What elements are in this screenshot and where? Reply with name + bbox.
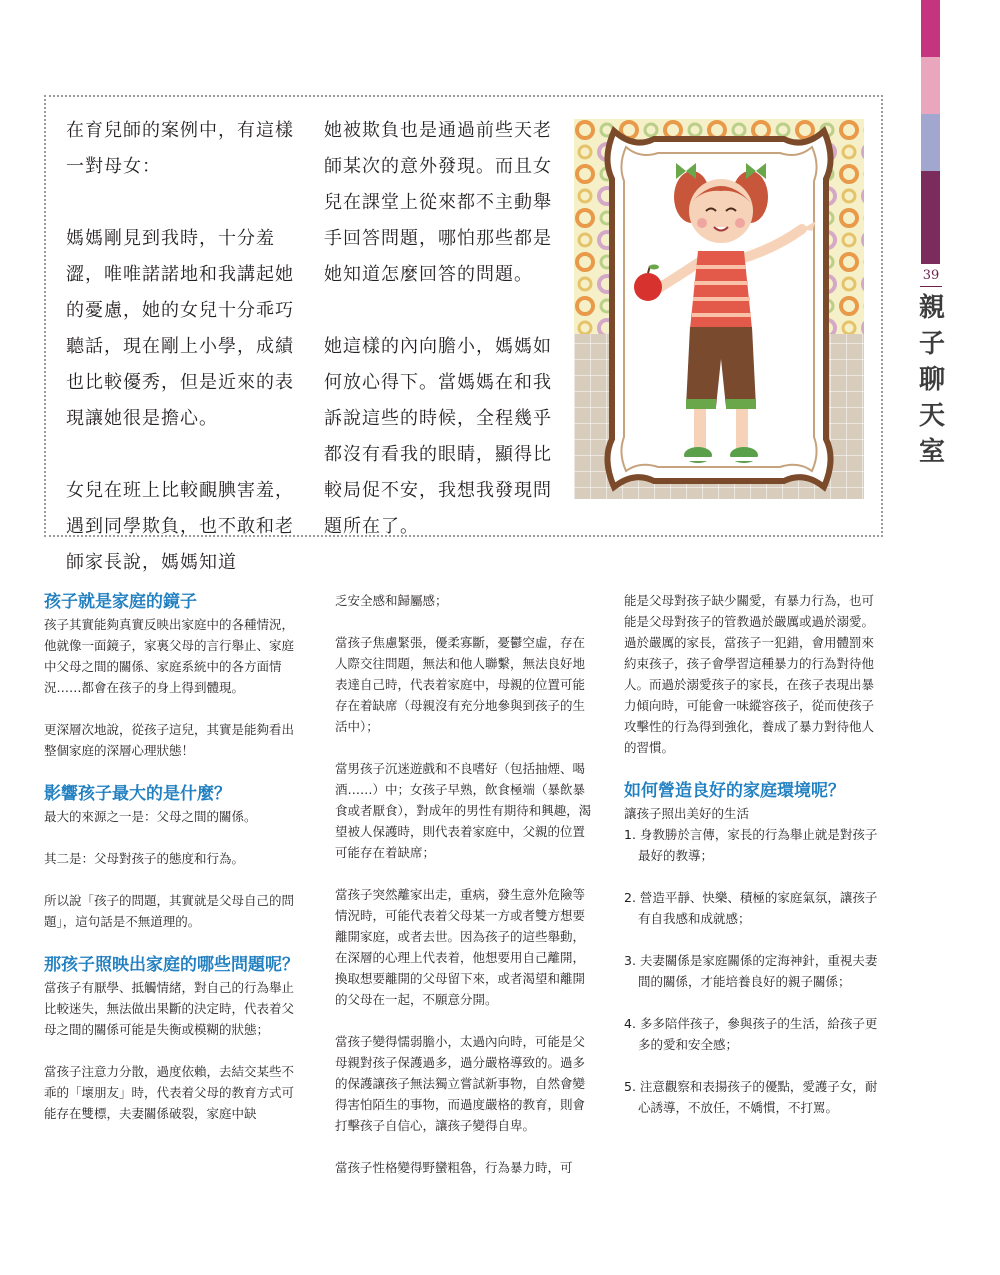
article-column-3 xyxy=(624,590,886,1139)
intro-paragraph: 她被欺負也是通過前些天老師某次的意外發現。而且女兒在課堂上從來都不主動舉手回答問題，哪怕那些都是她知道怎麼回答的問題。 xyxy=(324,120,552,285)
paragraph: 所以說「孩子的問題，其實就是父母自己的問題」，這句話是不無道理的。 xyxy=(44,893,295,929)
heading-biggest-influence: 影響孩子最大的是什麼？ xyxy=(44,784,231,804)
list-item: 2. 營造平靜、快樂、積極的家庭氣氛，讓孩子有自我感和成就感； xyxy=(624,890,878,926)
intro-column-1 xyxy=(66,113,306,617)
page-number-rule xyxy=(920,286,942,287)
page-number: 39 xyxy=(922,268,940,283)
girl-with-apple-illustration xyxy=(574,119,864,499)
paragraph: 當孩子有厭學、抵觸情緒，對自己的行為舉止比較迷失，無法做出果斷的決定時，代表着父母之間的關係可能是失衡或模糊的狀態； xyxy=(44,980,295,1037)
side-tab-plum xyxy=(921,171,940,264)
paragraph: 孩子其實能夠真實反映出家庭中的各種情況，他就像一面鏡子，家裏父母的言行舉止、家庭中父母之間的關係、家庭系統中的各方面情況……都會在孩子的身上得到體現。 xyxy=(44,617,295,695)
heading-mirror: 孩子就是家庭的鏡子 xyxy=(44,592,197,612)
intro-column-2 xyxy=(324,113,564,581)
side-tab-magenta xyxy=(921,0,940,57)
intro-paragraph: 在育兒師的案例中，有這樣一對母女： xyxy=(66,120,294,177)
intro-paragraph: 媽媽剛見到我時，十分羞澀，唯唯諾諾地和我講起她的憂慮，她的女兒十分乖巧聽話，現在剛上小學，成績也比較優秀，但是近來的表現讓她很是擔心。 xyxy=(66,228,294,429)
paragraph: 當孩子變得懦弱膽小，太過內向時，可能是父母親對孩子保護過多，過分嚴格導致的。過多的保護讓孩子無法獨立嘗試新事物，自然會變得害怕陌生的事物，而過度嚴格的教育，則會打擊孩子自信心，讓孩子變得自卑。 xyxy=(335,1034,586,1133)
paragraph: 當孩子焦慮緊張，優柔寡斷，憂鬱空虛，存在人際交往問題，無法和他人聯繫，無法良好地表達自己時，代表着家庭中，母親的位置可能存在着缺席（母親沒有充分地參與到孩子的生活中）； xyxy=(335,635,586,734)
heading-family-problems: 那孩子照映出家庭的哪些問題呢？ xyxy=(44,955,299,975)
list-item: 4. 多多陪伴孩子，參與孩子的生活，給孩子更多的愛和安全感； xyxy=(624,1016,878,1052)
intro-paragraph: 她這樣的內向膽小，媽媽如何放心得下。當媽媽在和我訴說這些的時候，全程幾乎都沒有看我的眼睛，顯得比較局促不安，我想我發現問題所在了。 xyxy=(324,336,552,537)
paragraph: 乏安全感和歸屬感； xyxy=(335,593,448,608)
article-column-2 xyxy=(335,590,597,1199)
intro-paragraph: 女兒在班上比較靦腆害羞，遇到同學欺負，也不敢和老師家長說，媽媽知道 xyxy=(66,480,294,573)
heading-good-environment: 如何營造良好的家庭環境呢？ xyxy=(624,781,845,801)
paragraph: 更深層次地說，從孩子這兒，其實是能夠看出整個家庭的深層心理狀態！ xyxy=(44,722,295,758)
article-column-1 xyxy=(44,590,306,1145)
paragraph: 當孩子性格變得野蠻粗魯，行為暴力時，可 xyxy=(335,1160,573,1175)
list-item: 1. 身教勝於言傳，家長的行為舉止就是對孩子最好的教導； xyxy=(624,827,878,863)
section-title: 親子聊天室 xyxy=(918,293,945,467)
paragraph: 最大的來源之一是：父母之間的關係。 xyxy=(44,809,257,824)
paragraph: 當男孩子沉迷遊戲和不良嗜好（包括抽煙、喝酒……）中；女孩子早熟，飲食極端（暴飲暴食或者厭食），對成年的男性有期待和興趣，渴望被人保護時，則代表着家庭中，父親的位置可能存在着缺席； xyxy=(335,761,592,860)
list-intro: 讓孩子照出美好的生活 xyxy=(624,806,750,821)
side-tab-lavender xyxy=(921,114,940,171)
paragraph: 能是父母對孩子缺少關愛，有暴力行為，也可能是父母對孩子的管教過於嚴厲或過於溺愛。過於嚴厲的家長，當孩子一犯錯，會用體罰來約束孩子，孩子會學習這種暴力的行為對待他人。而過於溺愛孩子的家長，在孩子表現出暴力傾向時，可能會一味縱容孩子，從而使孩子攻擊性的行為得到強化，養成了暴力對待他人的習慣。 xyxy=(624,593,875,755)
paragraph: 當孩子注意力分散，過度依賴，去結交某些不乖的「壞朋友」時，代表着父母的教育方式可能存在雙標，夫妻關係破裂，家庭中缺 xyxy=(44,1064,295,1121)
list-item: 3. 夫妻關係是家庭關係的定海神針，重視夫妻間的關係，才能培養良好的親子關係； xyxy=(624,953,878,989)
side-tab-pink xyxy=(921,57,940,114)
paragraph: 其二是：父母對孩子的態度和行為。 xyxy=(44,851,245,866)
list-item: 5. 注意觀察和表揚孩子的優點，愛護子女，耐心誘導，不放任，不嬌慣，不打罵。 xyxy=(624,1079,878,1115)
paragraph: 當孩子突然離家出走，重病，發生意外危險等情況時，可能代表着父母某一方或者雙方想要離開家庭，或者去世。因為孩子的這些舉動，在深層的心理上代表着，他想要用自己離開，換取想要離開的父母留下來，或者渴望和離開的父母在一起，不願意分開。 xyxy=(335,887,586,1007)
